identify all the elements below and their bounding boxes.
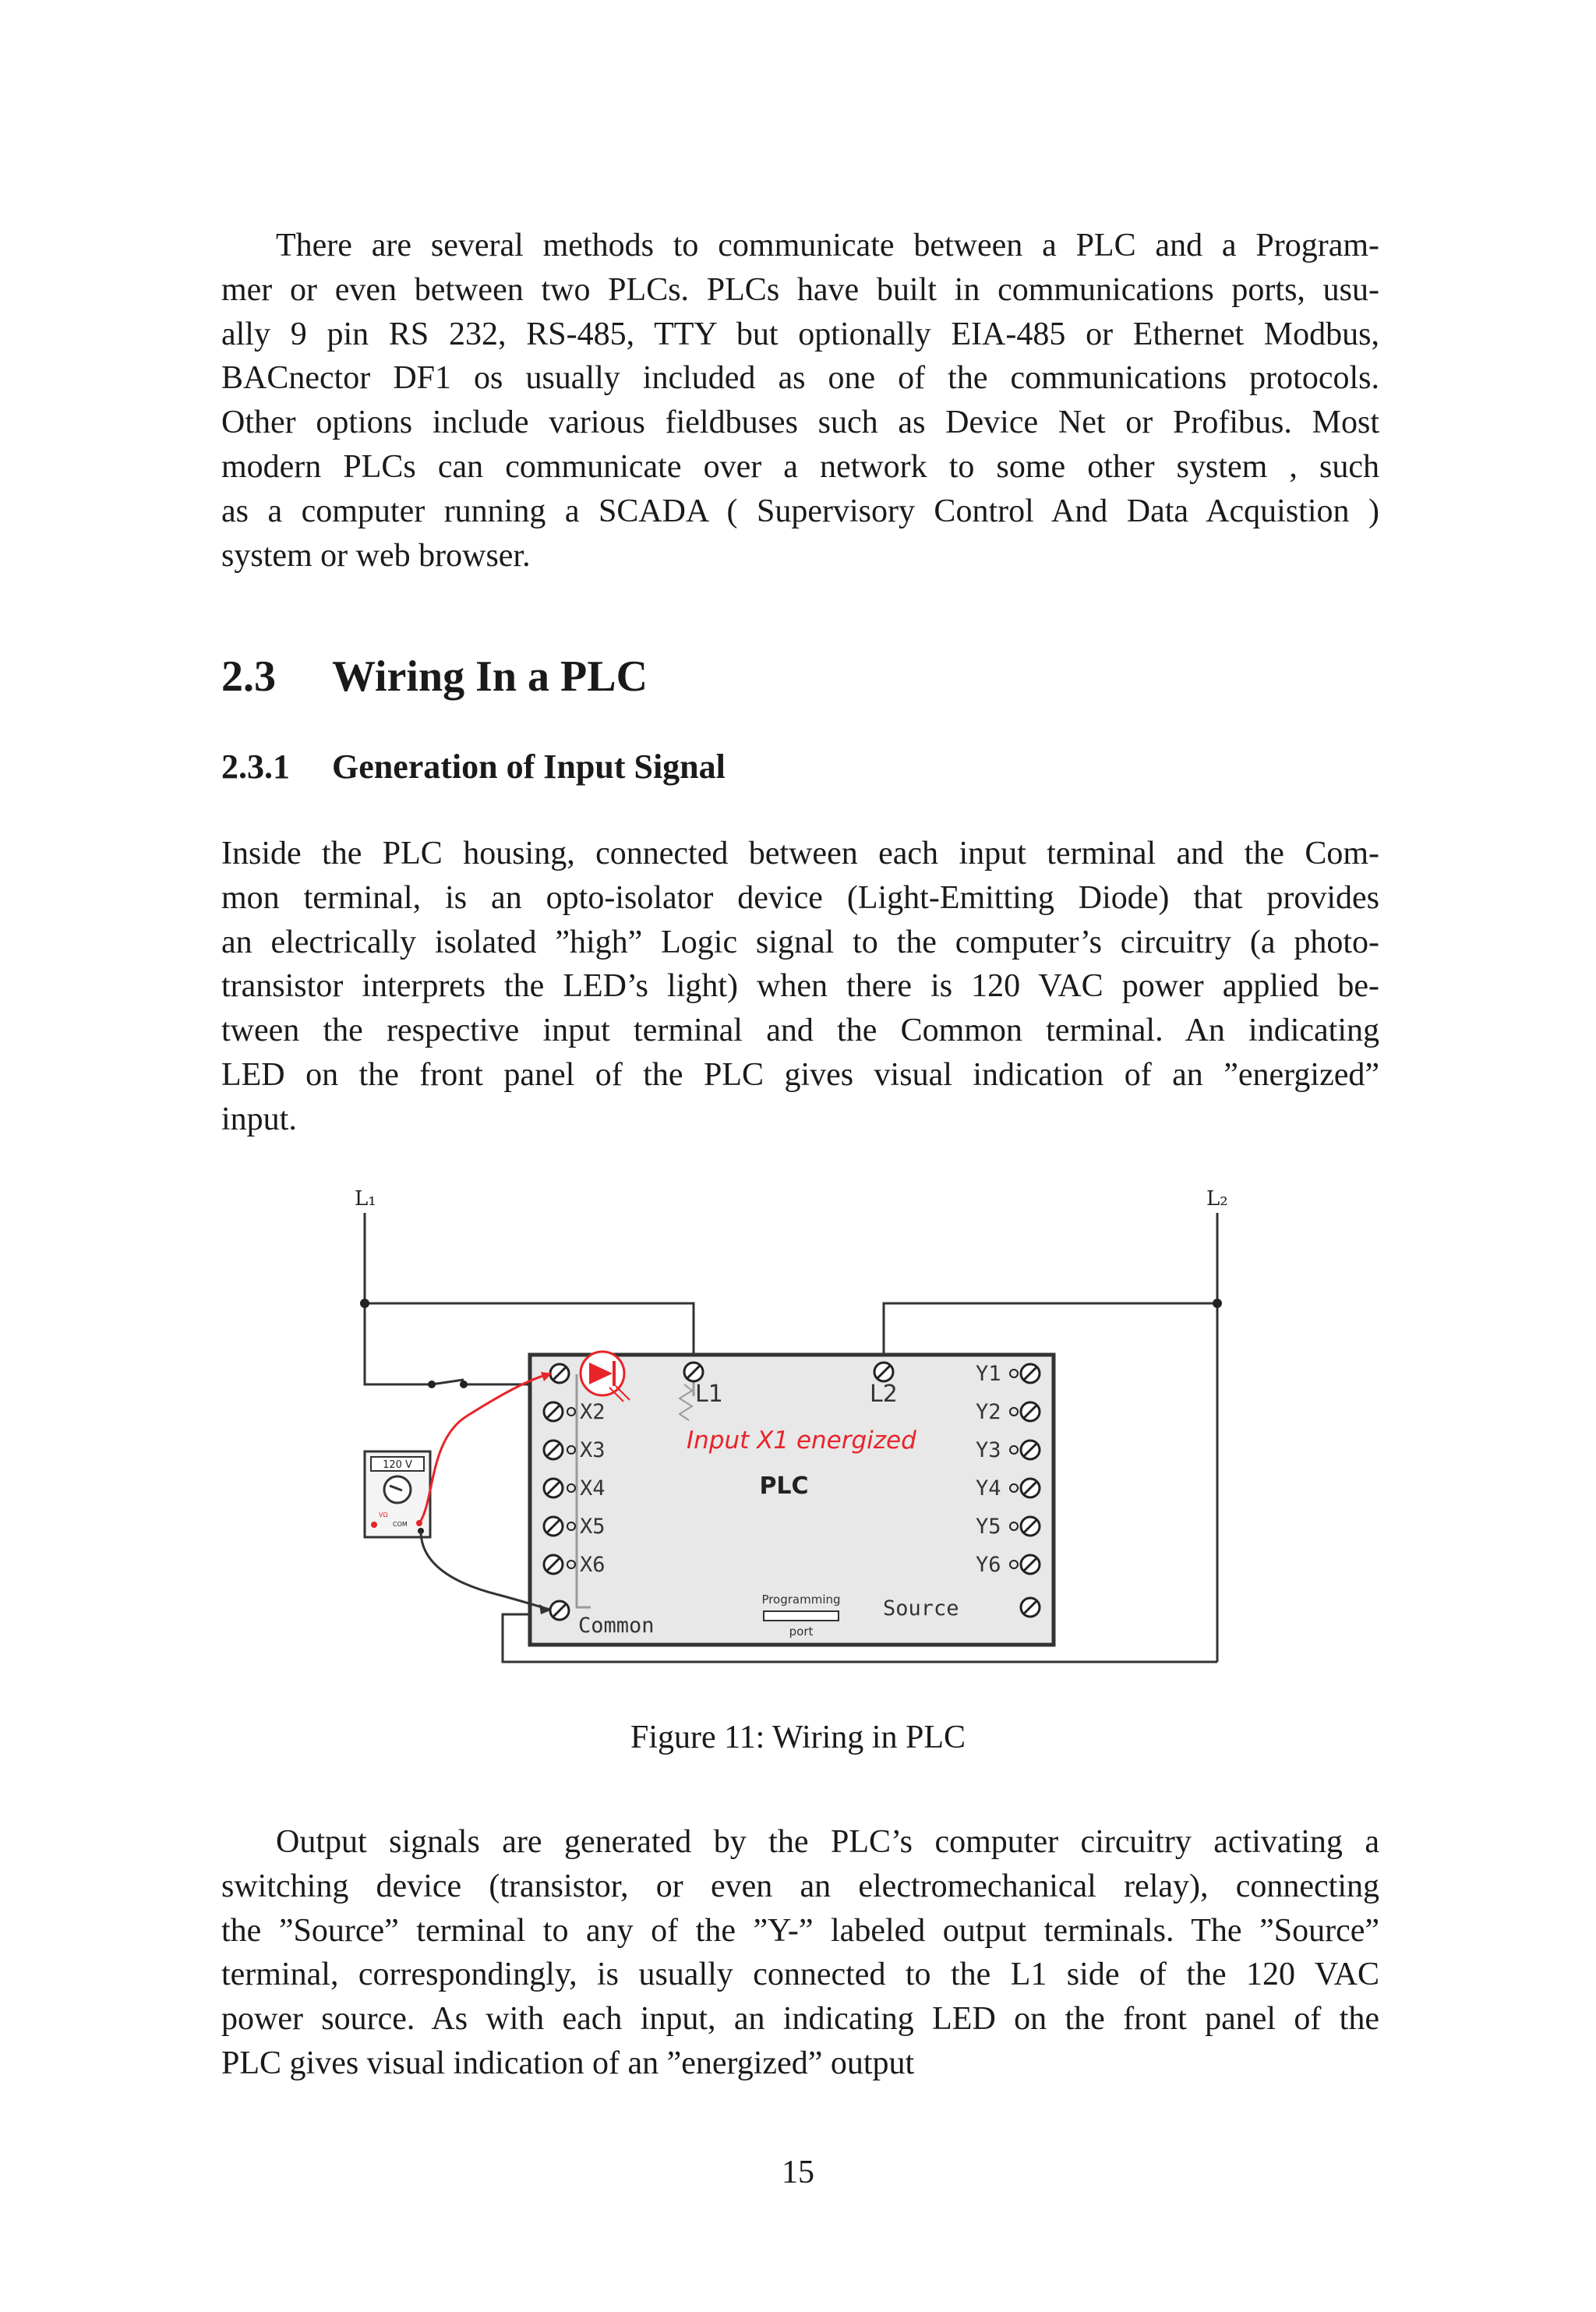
input-label-x6: X6 (580, 1553, 606, 1577)
plc-label: PLC (759, 1472, 809, 1500)
section-title: Wiring In a PLC (332, 652, 648, 701)
wire-switch-left (365, 1303, 432, 1384)
text-line: LED on the front panel of the PLC gives visual indication of an ”energized” (221, 1056, 1379, 1093)
figure-caption: Figure 11: Wiring in PLC (630, 1720, 966, 1755)
input-label-x2: X2 (580, 1400, 606, 1424)
output-label-y2: Y2 (976, 1400, 1001, 1424)
terminal-screw-x2 (544, 1402, 563, 1421)
paragraph-input-signal (221, 832, 1379, 1142)
programming-port-sublabel: port (789, 1624, 814, 1639)
text-line: modern PLCs can communicate over a network to some other system , such (221, 448, 1379, 485)
input-label-x5: X5 (580, 1515, 606, 1539)
paragraph-output-signal (221, 1820, 1379, 2086)
terminal-screw-l2 (874, 1363, 893, 1381)
output-label-y5: Y5 (976, 1515, 1001, 1539)
multimeter-reading: 120 V (383, 1459, 412, 1471)
programming-port-label: Programming (761, 1593, 841, 1607)
terminal-screw-x4 (544, 1479, 563, 1497)
terminal-screw-y1 (1021, 1364, 1040, 1383)
terminal-screw-y3 (1021, 1441, 1040, 1459)
text-line: power source. As with each input, an indicating LED on the front panel of the (221, 2001, 1379, 2038)
output-label-y6: Y6 (976, 1553, 1001, 1577)
text-line: BACnector DF1 os usually included as one of the communications protocols. (221, 360, 1379, 397)
text-line: ally 9 pin RS 232, RS-485, TTY but optionally EIA-485 or Ethernet Modbus, (221, 316, 1379, 352)
switch-contact (460, 1380, 468, 1388)
terminal-screw-l1 (684, 1363, 703, 1381)
output-label-y4: Y4 (976, 1476, 1001, 1501)
text-line: system or web browser. (221, 537, 531, 574)
terminal-screw-x1 (550, 1364, 569, 1383)
plc-wiring-diagram (343, 1182, 1247, 1673)
subsection-number: 2.3.1 (221, 748, 290, 786)
terminal-label-l1: L1 (695, 1380, 723, 1408)
text-line: Inside the PLC housing, connected between each input terminal and the Com- (221, 836, 1379, 871)
switch-blade (432, 1380, 464, 1384)
programming-port-icon (764, 1611, 839, 1621)
text-line: switching device (transistor, or even an electromechanical relay), connecting (221, 1868, 1379, 1904)
text-line: transistor interprets the LED’s light) when there is 120 VAC power applied be- (221, 968, 1379, 1005)
multimeter-com-jack-label: COM (393, 1521, 408, 1528)
terminal-screw-y6 (1021, 1555, 1040, 1574)
switch-contact (428, 1380, 436, 1388)
text-line: an electrically isolated ”high” Logic signal to the computer’s circuitry (a photo- (221, 924, 1379, 960)
terminal-screw-y5 (1021, 1517, 1040, 1536)
subsection-title: Generation of Input Signal (332, 748, 726, 786)
text-line: the ”Source” terminal to any of the ”Y-” labeled output terminals. The ”Source” (221, 1912, 1379, 1949)
section-number: 2.3 (221, 652, 276, 701)
terminal-screw-y4 (1021, 1479, 1040, 1497)
subsection-heading (221, 747, 726, 787)
text-line: terminal, correspondingly, is usually connected to the L1 side of the 120 VAC (221, 1957, 1379, 1993)
output-label-y1: Y1 (976, 1362, 1001, 1386)
text-line: Other options include various fieldbuses such as Device Net or Profibus. Most (221, 405, 1379, 441)
source-label: Source (883, 1596, 959, 1621)
terminal-screw-x5 (544, 1517, 563, 1536)
text-line: Output signals are generated by the PLC’s computer circuitry activating a (276, 1824, 1379, 1860)
terminal-screw-y2 (1021, 1402, 1040, 1421)
page-number: 15 (782, 2155, 814, 2190)
rail-label-l2: L₂ (1206, 1187, 1228, 1211)
common-label: Common (578, 1614, 655, 1638)
terminal-screw-source (1021, 1598, 1040, 1617)
terminal-screw-x3 (544, 1441, 563, 1459)
junction-dot (360, 1299, 369, 1308)
annotation-input-energized: Input X1 energized (687, 1426, 916, 1455)
rail-label-l1: L₁ (355, 1187, 376, 1211)
terminal-label-l2: L2 (870, 1380, 898, 1408)
paragraph-communication (221, 224, 1379, 578)
text-line: tween the respective input terminal and the Common terminal. An indicating (221, 1013, 1379, 1049)
text-line: input. (221, 1101, 297, 1137)
junction-dot (1213, 1299, 1222, 1308)
text-line: mon terminal, is an opto-isolator device (Light-Emitting Diode) that provides (221, 879, 1379, 916)
terminal-screw-x6 (544, 1555, 563, 1574)
terminal-screw-common (550, 1601, 569, 1620)
output-label-y3: Y3 (976, 1438, 1001, 1462)
text-line: as a computer running a SCADA ( Supervisory Control And Data Acquistion ) (221, 493, 1379, 529)
multimeter-v-jack-label: VΩ (379, 1511, 388, 1518)
input-label-x4: X4 (580, 1476, 606, 1501)
text-line: There are several methods to communicate between a PLC and a Program- (276, 228, 1379, 263)
section-heading (221, 652, 648, 702)
input-label-x3: X3 (580, 1438, 606, 1462)
multimeter-v-jack (371, 1522, 377, 1528)
text-line: mer or even between two PLCs. PLCs have built in communications ports, usu- (221, 271, 1379, 308)
text-line: PLC gives visual indication of an ”energized” output (221, 2045, 915, 2081)
